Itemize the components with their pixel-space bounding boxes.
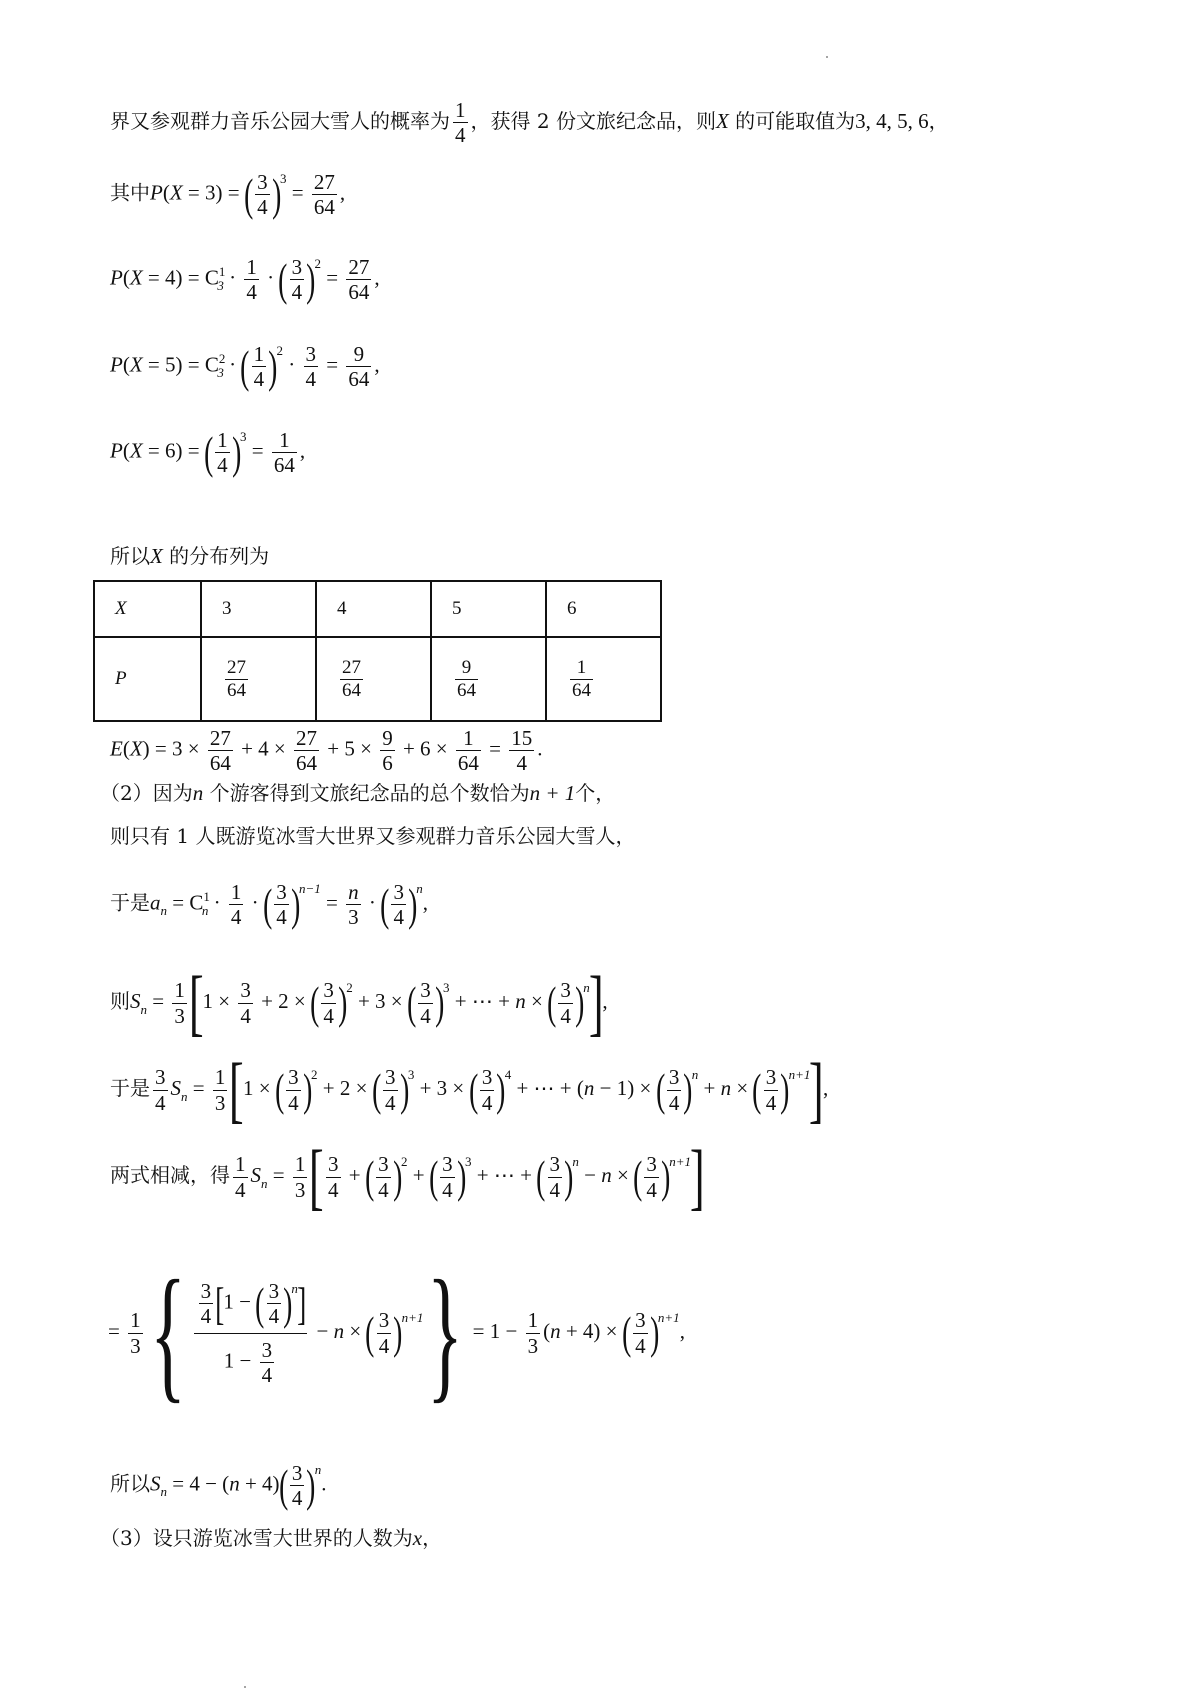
- speck: [244, 1686, 246, 1688]
- table-cell: 5: [431, 581, 546, 637]
- text: （3）设只游览冰雪大世界的人数为: [100, 1526, 413, 1550]
- table-row: [94, 637, 661, 721]
- distribution-table: [93, 580, 662, 722]
- text: 所以: [110, 1471, 150, 1496]
- text: 的可能取值为: [728, 109, 856, 134]
- var-x: x: [412, 1526, 423, 1550]
- fraction: $\frac{1}{4}$: [455, 98, 466, 148]
- var-x: X: [150, 544, 163, 568]
- text-line-1: [110, 98, 949, 147]
- text: 两式相减，得: [110, 1162, 230, 1187]
- formula-sn: 则$S_n$ = $\frac{1}{3}$ [1 × $\frac{3}{4}$ + 2 × ( $\frac{3}{4}$ )$^2$ + 3 × ( $\frac{3}{4}$ )$^3$ + ⋯ + n × ( $\frac{3}{4}$ )$^n$],: [110, 962, 608, 1044]
- formula-p3: 其中P(X = 3) = ( $\frac{3}{4}$ )$^3$ = $\frac{27}{64}$ ,: [110, 168, 346, 220]
- values: 3, 4, 5, 6: [855, 109, 929, 134]
- text: 于是: [110, 890, 150, 915]
- text: ，获得 2 份文旅纪念品，则: [470, 109, 716, 134]
- text: 则: [110, 988, 130, 1013]
- table-cell: $\frac{27}{64}$: [316, 637, 431, 721]
- table-cell: $\frac{1}{64}$: [546, 637, 661, 721]
- text: 其中: [110, 180, 150, 205]
- table-cell: $\frac{27}{64}$: [201, 637, 316, 721]
- var-n: n: [192, 781, 204, 805]
- text-part3: [100, 1528, 442, 1549]
- text-part2-line2: 则只有 1 人既游览冰雪大世界又参观群力音乐公园大雪人，: [110, 824, 636, 848]
- text-part2-line1: [100, 783, 615, 804]
- text: （2）因为: [100, 781, 193, 805]
- text: ，: [422, 1526, 443, 1550]
- text-line-distribution: [110, 546, 269, 567]
- formula-p5: $P(X = 5) = C^2_3$ · ( $\frac{1}{4}$ )$^2$ · $\frac{3}{4}$ = $\frac{9}{64}$ ,: [110, 340, 380, 392]
- formula-result: 所以$S_n = 4 - (n + 4)$( $\frac{3}{4}$ )$^n$.: [110, 1459, 327, 1511]
- formula-big-fraction: = $\frac{1}{3}$ { $\frac{3}{4}$ [1 − ( $\frac{3}{4}$ )$^n$] 1 − $\frac{3}{4}$ − n × ( $\frac{3}{4}$ )$^{n+1}$} = 1 − $\frac{1}{3}$ (n + 4) × ( $\frac{3}{4}$ )$^{n+1}$,: [108, 1250, 685, 1416]
- text: 界又参观群力音乐公园大雪人的概率为: [110, 109, 450, 134]
- text: 的分布列为: [162, 544, 270, 568]
- speck: [826, 56, 828, 58]
- table-row: [94, 581, 661, 637]
- formula-an: 于是$a_n = C^1_n$ · $\frac{1}{4}$ · ( $\frac{3}{4}$ )$^{n-1}$ = $\frac{n}{3}$ · ( $\frac{3}{4}$ )$^n$,: [110, 878, 429, 930]
- table-cell: 6: [546, 581, 661, 637]
- formula-p4: $P(X = 4) = C^1_3$ · $\frac{1}{4}$ · ( $\frac{3}{4}$ )$^2$ = $\frac{27}{64}$ ,: [110, 253, 380, 305]
- text: 个，: [575, 781, 616, 805]
- table-cell: $\frac{9}{64}$: [431, 637, 546, 721]
- formula-p6: P(X = 6) = ( $\frac{1}{4}$ )$^3$ = $\frac{1}{64}$ ,: [110, 426, 306, 478]
- formula-34sn: 于是 $\frac{3}{4}$ $S_n$ = $\frac{1}{3}$ [1 × ( $\frac{3}{4}$ )$^2$ + 2 × ( $\frac{3}{4}$ )$^3$ + 3 × ( $\frac{3}{4}$ )$^4$ + ⋯ + (n − 1) × ( $\frac{3}{4}$ )$^n$ + n × ( $\frac{3}{4}$ )$^{n+1}$],: [110, 1049, 829, 1131]
- text: 于是: [110, 1075, 150, 1100]
- table-cell: X: [94, 581, 201, 637]
- formula-subtract: 两式相减，得 $\frac{1}{4}$ $S_n$ = $\frac{1}{3}$ [ $\frac{3}{4}$ + ( $\frac{3}{4}$ )$^2$ + ( $\frac{3}{4}$ )$^3$ + ⋯ + ( $\frac{3}{4}$ )$^n$ − n × ( $\frac{3}{4}$ )$^{n+1}$]: [110, 1136, 705, 1218]
- formula-expectation: E(X) = 3 × $\frac{27}{64}$ + 4 × $\frac{27}{64}$ + 5 × $\frac{9}{6}$ + 6 × $\frac{1}{64}$ = $\frac{15}{4}$ .: [110, 726, 543, 776]
- table-cell: 3: [201, 581, 316, 637]
- text: 个游客得到文旅纪念品的总个数恰为: [203, 781, 530, 805]
- text: 所以: [110, 544, 150, 568]
- table-cell: 4: [316, 581, 431, 637]
- table-cell: P: [94, 637, 201, 721]
- var-x: X: [715, 109, 729, 134]
- expr: n + 1: [529, 781, 576, 805]
- text: ，: [928, 109, 949, 134]
- label-p: P: [110, 265, 123, 290]
